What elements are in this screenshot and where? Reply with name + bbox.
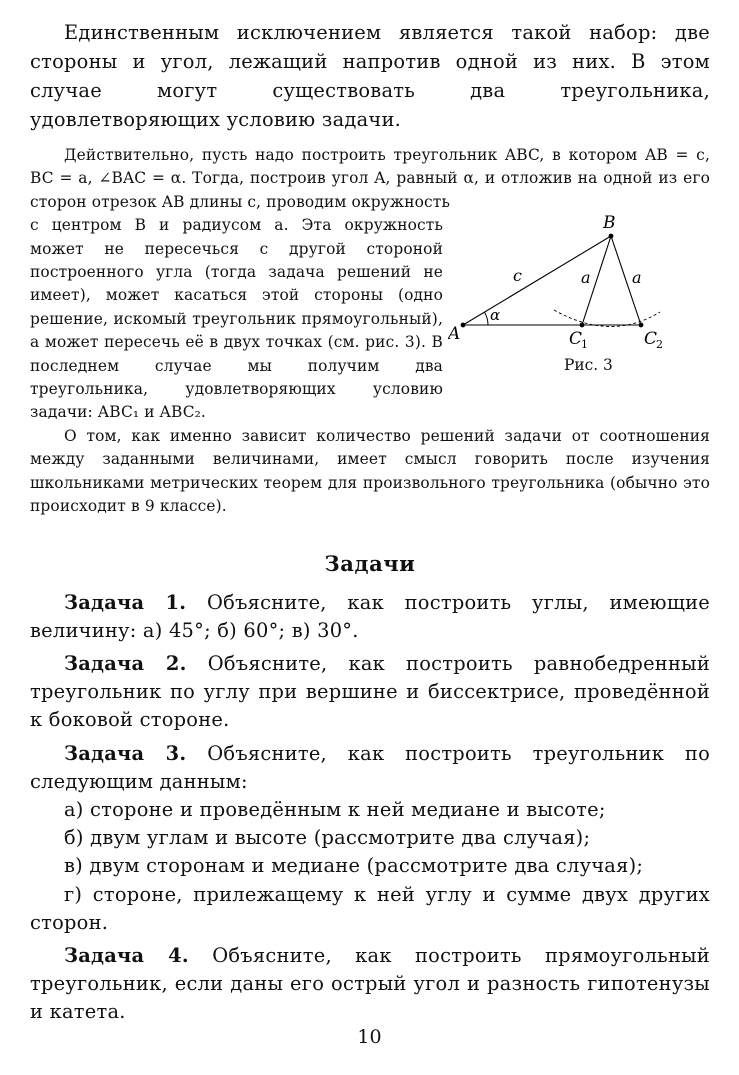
remark-top-text: Действительно, пусть надо построить треугольник ABC, в котором AB = c, BC = a, ∠BAC = α. Тогда, построив угол A, равный α, и отложив на одной из его сторон отрезок AB длины c, проводим окружность (30, 146, 710, 211)
task-2 (30, 650, 710, 735)
label-a: A (448, 324, 461, 345)
remark-closing-text: О том, как именно зависит количество решений задачи от соотношения между заданными величинами, имеет смысл говорить после изучения школьниками метрических теорем для произвольного треугольника (обычно это происходит в 9 классе). (30, 426, 710, 516)
point-b (609, 234, 614, 239)
task-3-text: Объясните, как построить треугольник по следующим данным: (30, 741, 710, 793)
task-4 (30, 942, 710, 1027)
figure-caption: Рис. 3 (564, 356, 613, 375)
label-b: B (603, 213, 616, 234)
label-c1: C (569, 329, 583, 350)
point-c1 (580, 323, 585, 328)
angle-arc (485, 312, 489, 325)
point-c2 (639, 323, 644, 328)
label-c: c (513, 266, 522, 286)
remark-block (30, 144, 710, 519)
circle-arc (554, 310, 660, 327)
task-4-label: Задача 4. (64, 943, 189, 967)
task-3-label: Задача 3. (64, 741, 187, 765)
figure-3 (448, 214, 710, 383)
label-a-right: a (632, 268, 642, 288)
section-heading-wrap (30, 551, 710, 576)
label-c2-sub: 2 (656, 338, 663, 352)
label-c1-sub: 1 (581, 338, 588, 352)
label-alpha: α (490, 306, 501, 325)
task-3-item-d: г) стороне, прилежащему к ней углу и сумме двух других сторон. (30, 882, 710, 934)
section-title: Задачи (324, 550, 416, 576)
task-3-item-b: б) двум углам и высоте (рассмотрите два случая); (64, 826, 591, 850)
task-4-text: Объясните, как построить прямоугольный треугольник, если даны его острый угол и разность гипотенузы и катета. (30, 943, 710, 1024)
page-body (30, 18, 710, 1027)
task-3-item-c: в) двум сторонам и медиане (рассмотрите два случая); (64, 854, 644, 878)
task-2-label: Задача 2. (64, 651, 187, 675)
label-c2: C (644, 329, 658, 350)
page-number: 10 (357, 1026, 382, 1048)
remark-wrap-text: с центром B и радиусом a. Эта окружность может не пересечься с другой стороной построенного угла (тогда задача решений не имеет), может касаться этой стороны (одно решение, искомый треугольник прямоугольный), а может пересечь её в двух точках (см. рис. 3). В последнем случае мы получим два треугольника, удовлетворяющих условию задачи: ABC₁ и ABC₂. (30, 216, 443, 422)
task-1 (30, 589, 710, 645)
label-a-left: a (581, 268, 591, 288)
task-1-text: Объясните, как построить углы, имеющие величину: а) 45°; б) 60°; в) 30°. (30, 590, 710, 642)
intro-paragraph: Единственным исключением является такой набор: две стороны и угол, лежащий напротив одной из них. В этом случае могут существовать два треугольника, удовлетворяющих условию задачи. (30, 21, 710, 131)
point-a (461, 323, 466, 328)
task-3-item-a: а) стороне и проведённым к ней медиане и высоте; (64, 797, 606, 821)
task-3 (30, 740, 710, 796)
task-1-label: Задача 1. (64, 590, 187, 614)
task-2-text: Объясните, как построить равнобедренный треугольник по углу при вершине и биссектрисе, проведённой к боковой стороне. (30, 651, 710, 732)
remark-wrap-column (30, 214, 443, 425)
remark-wrap (30, 214, 710, 425)
